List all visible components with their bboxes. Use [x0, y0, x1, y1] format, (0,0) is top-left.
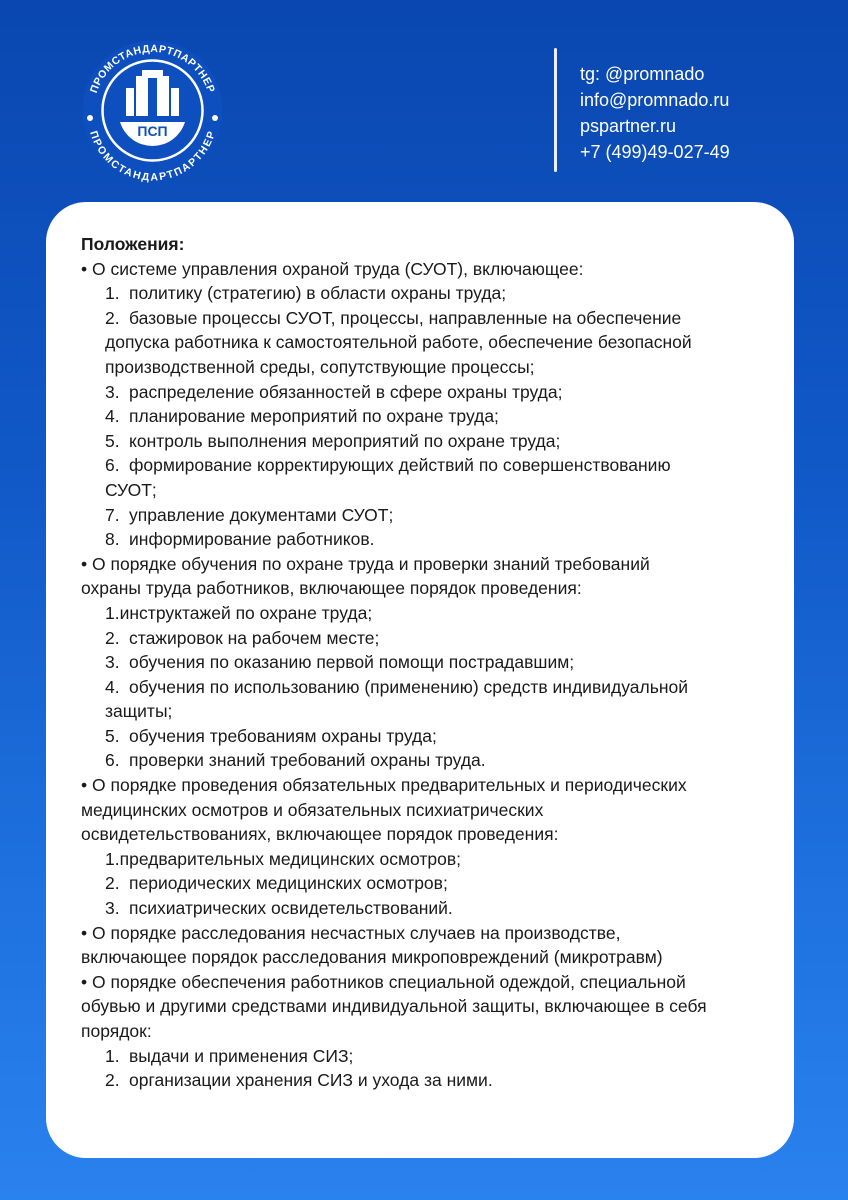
phone-contact[interactable]: +7 (499)49-027-49 [580, 142, 730, 162]
section-line [81, 576, 781, 601]
item-number: 1. [105, 848, 120, 869]
bullet-icon: • [81, 922, 88, 943]
item-text: формирование корректирующих действий по совершенствованию [129, 455, 671, 476]
list-item-line [81, 626, 781, 651]
item-text: управление документами СУОТ; [129, 504, 394, 525]
telegram-contact[interactable]: tg: @promnado [580, 64, 705, 84]
item-number: 5. [105, 725, 120, 746]
document-body [81, 232, 781, 1093]
item-number: 6. [105, 750, 120, 771]
section-text: О порядке обучения по охране труда и проверки знаний требований [92, 553, 650, 574]
list-item-line [81, 503, 781, 528]
svg-text:ПСП: ПСП [137, 123, 168, 139]
item-number: 1. [105, 1045, 120, 1066]
item-text: контроль выполнения мероприятий по охране труда; [129, 430, 561, 451]
list-item-line [81, 429, 781, 454]
item-text: базовые процессы СУОТ, процессы, направленные на обеспечение [129, 307, 682, 328]
content-card [46, 202, 794, 1158]
item-text: выдачи и применения СИЗ; [129, 1045, 354, 1066]
item-text: распределение обязанностей в сфере охраны труда; [129, 381, 563, 402]
list-item-line [81, 281, 781, 306]
bullet-icon: • [81, 775, 88, 796]
item-text: стажировок на рабочем месте; [129, 627, 380, 648]
item-number: 2. [105, 873, 120, 894]
list-item-line [81, 404, 781, 429]
list-item-line [81, 675, 781, 700]
section-text: охраны труда работников, включающее порядок проведения: [81, 578, 582, 599]
item-number: 3. [105, 898, 120, 919]
item-text: производственной среды, сопутствующие процессы; [105, 356, 535, 377]
bullet-icon: • [81, 971, 88, 992]
item-text: обучения по оказанию первой помощи пострадавшим; [129, 652, 575, 673]
section-line [81, 921, 781, 946]
section-text: медицинских осмотров и обязательных психиатрических [81, 799, 544, 820]
list-item-line [81, 601, 781, 626]
list-item-line [81, 699, 781, 724]
item-text: обучения требованиям охраны труда; [129, 725, 437, 746]
item-number: 2. [105, 307, 120, 328]
section-line [81, 257, 781, 282]
item-text: организации хранения СИЗ и ухода за ними. [129, 1070, 493, 1091]
list-item-line [81, 380, 781, 405]
section-line [81, 552, 781, 577]
svg-text:ПРОМСТАНДАРТПАРТНЕР: ПРОМСТАНДАРТПАРТНЕР [87, 129, 218, 183]
item-number: 7. [105, 504, 120, 525]
email-contact[interactable]: info@promnado.ru [580, 90, 730, 110]
section-text: О порядке обеспечения работников специальной одеждой, специальной [92, 971, 686, 992]
section-line [81, 773, 781, 798]
list-item-line [81, 748, 781, 773]
bullet-icon: • [81, 258, 88, 279]
section-line [81, 798, 781, 823]
svg-text:ПРОМСТАНДАРТПАРТНЕР: ПРОМСТАНДАРТПАРТНЕР [87, 42, 218, 95]
company-logo [80, 38, 225, 183]
list-item-line [81, 724, 781, 749]
list-item-line [81, 896, 781, 921]
item-text: инструктажей по охране труда; [119, 602, 373, 623]
item-text: политику (стратегию) в области охраны труда; [129, 283, 507, 304]
list-item-line [81, 306, 781, 331]
list-item-line [81, 453, 781, 478]
item-number: 4. [105, 406, 120, 427]
item-number: 1. [105, 602, 120, 623]
item-number: 5. [105, 430, 120, 451]
item-text: СУОТ; [105, 479, 157, 500]
item-text: планирование мероприятий по охране труда; [129, 406, 499, 427]
section-text: освидетельствованиях, включающее порядок проведения: [81, 824, 559, 845]
section-text: включающее порядок расследования микроповреждений (микротравм) [81, 947, 663, 968]
item-text: информирование работников. [129, 529, 375, 550]
item-number: 2. [105, 1070, 120, 1091]
item-number: 8. [105, 529, 120, 550]
item-text: допуска работника к самостоятельной работе, обеспечение безопасной [105, 332, 692, 353]
section-line [81, 822, 781, 847]
list-item-line [81, 650, 781, 675]
item-number: 2. [105, 627, 120, 648]
section-line [81, 970, 781, 995]
list-item-line [81, 871, 781, 896]
section-line [81, 994, 781, 1019]
document-title: Положения: [81, 234, 185, 254]
section-line [81, 1019, 781, 1044]
item-number: 6. [105, 455, 120, 476]
item-number: 3. [105, 652, 120, 673]
item-number: 1. [105, 283, 120, 304]
item-text: обучения по использованию (применению) средств индивидуальной [129, 676, 689, 697]
list-item-line [81, 1068, 781, 1093]
list-item-line [81, 355, 781, 380]
list-item-line [81, 478, 781, 503]
section-text: О порядке расследования несчастных случаев на производстве, [92, 922, 621, 943]
item-number: 4. [105, 676, 120, 697]
bullet-icon: • [81, 553, 88, 574]
list-item-line [81, 847, 781, 872]
item-text: предварительных медицинских осмотров; [119, 848, 461, 869]
item-text: психиатрических освидетельствований. [129, 898, 453, 919]
header-divider [554, 48, 557, 172]
section-line [81, 945, 781, 970]
list-item-line [81, 330, 781, 355]
section-text: О порядке проведения обязательных предварительных и периодических [92, 775, 687, 796]
item-text: периодических медицинских осмотров; [129, 873, 448, 894]
item-text: защиты; [105, 701, 173, 722]
item-number: 3. [105, 381, 120, 402]
list-item-line [81, 1044, 781, 1069]
section-text: О системе управления охраной труда (СУОТ), включающее: [92, 258, 584, 279]
list-item-line [81, 527, 781, 552]
website-contact[interactable]: pspartner.ru [580, 116, 677, 136]
section-text: обувью и другими средствами индивидуальной защиты, включающее в себя [81, 996, 707, 1017]
contacts-block [580, 61, 730, 165]
section-text: порядок: [81, 1021, 152, 1041]
item-text: проверки знаний требований охраны труда. [129, 750, 486, 771]
